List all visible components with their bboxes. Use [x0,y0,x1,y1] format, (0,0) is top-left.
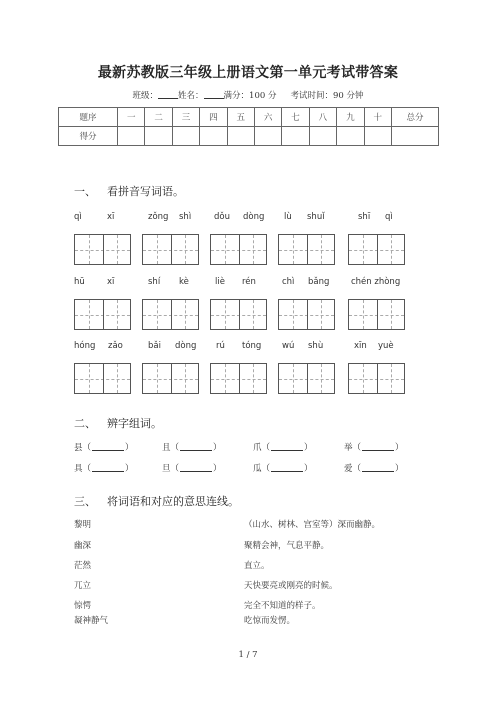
writing-box[interactable] [210,363,267,394]
score-cell[interactable] [227,127,254,146]
score-cell[interactable] [337,127,364,146]
char: 爱 [344,464,353,474]
full-score: 满分：100 分 [223,91,277,101]
match-right-meaning[interactable]: 聚精会神，气息平静。 [244,541,330,551]
char: 瓜 [253,464,262,474]
score-table-header-row [59,108,439,127]
page-title: 最新苏教版三年级上册语文第一单元考试带答案 [97,65,399,81]
pinyin: hū [74,277,85,287]
char: 旦 [162,464,171,474]
pinyin: shù [308,341,324,351]
char-group-item: 爱（ ） [344,464,404,474]
score-cell[interactable] [172,127,199,146]
score-cell[interactable] [254,127,281,146]
writing-box[interactable] [348,234,405,265]
writing-box[interactable] [74,234,131,265]
name-blank[interactable] [204,90,224,99]
score-table-score-row [59,127,439,146]
char: 且 [162,443,171,453]
char-group-item: 具（ ） [74,464,134,474]
name-label: 姓名： [178,91,204,101]
header-cell: 七 [282,108,309,127]
answer-blank[interactable] [180,463,212,472]
match-left-word[interactable]: 惊愕 [74,601,92,611]
header-cell: 六 [254,108,281,127]
pinyin: shuǐ [307,212,325,222]
pinyin: zǎo [108,341,123,351]
section1-number: 一、 [74,185,96,198]
score-cell[interactable] [200,127,227,146]
header-cell: 四 [200,108,227,127]
answer-blank[interactable] [92,442,124,451]
writing-box[interactable] [348,363,405,394]
answer-blank[interactable] [271,442,303,451]
pinyin: liè [215,277,225,287]
match-right-meaning[interactable]: 吃惊而发愣。 [244,616,296,626]
section1-heading [74,183,184,199]
score-cell[interactable] [392,127,439,146]
header-cell: 十 [364,108,391,127]
pinyin: dǒu [214,212,230,222]
pinyin: chì [282,277,295,287]
match-left-word[interactable]: 茫然 [74,561,92,571]
header-cell: 二 [145,108,172,127]
pinyin: shī [358,212,371,222]
char-group-item: 旦（ ） [162,464,222,474]
writing-box[interactable] [210,234,267,265]
section1-title: 看拼音写词语。 [107,185,184,198]
writing-box[interactable] [348,299,405,330]
match-right-meaning[interactable]: （山水、树林、宫室等）深而幽静。 [244,520,381,530]
score-cell[interactable] [282,127,309,146]
pinyin: xī [107,277,115,287]
pinyin: shì [179,212,192,222]
pinyin: yuè [378,341,394,351]
pinyin: kè [179,277,189,287]
writing-box[interactable] [142,363,199,394]
section2-title: 辨字组词。 [107,417,162,430]
pinyin: hóng [74,341,96,351]
writing-box[interactable] [278,234,335,265]
score-cell[interactable] [145,127,172,146]
pinyin: zǒng [148,212,169,222]
char: 县 [74,443,83,453]
score-cell[interactable] [309,127,336,146]
answer-blank[interactable] [271,463,303,472]
writing-box[interactable] [142,299,199,330]
char-group-item: 爪（ ） [253,443,313,453]
exam-time: 考试时间：90 分钟 [290,91,364,101]
writing-box[interactable] [74,299,131,330]
header-cell: 五 [227,108,254,127]
pinyin: qì [385,212,393,222]
char-group-item: 举（ ） [344,443,404,453]
answer-blank[interactable] [92,463,124,472]
match-right-meaning[interactable]: 天快要亮或刚亮的时候。 [244,581,338,591]
section2-number: 二、 [74,417,96,430]
pinyin-row [74,212,414,226]
info-line [0,89,496,101]
pinyin: rú [216,341,225,351]
pinyin: shí [148,277,161,287]
pinyin: bǎi [148,341,161,351]
char-group-item: 瓜（ ） [253,464,313,474]
pinyin: xīn [354,341,367,351]
pinyin: dòng [243,212,265,222]
answer-blank[interactable] [180,442,212,451]
writing-box[interactable] [210,299,267,330]
pinyin: qì [74,212,82,222]
section3-number: 三、 [74,495,96,508]
match-left-word[interactable]: 幽深 [74,541,92,551]
pinyin-row [74,341,414,355]
match-left-word[interactable]: 凝神静气 [74,616,109,626]
class-blank[interactable] [158,90,178,99]
match-right-meaning[interactable]: 完全不知道的样子。 [244,601,321,611]
class-label: 班级： [132,91,159,101]
writing-box[interactable] [278,363,335,394]
section3-heading [74,493,239,509]
char: 举 [344,443,353,453]
section3-title: 将词语和对应的意思连线。 [107,495,239,508]
char-group-item: 且（ ） [162,443,222,453]
answer-blank[interactable] [362,442,394,451]
header-cell: 一 [118,108,145,127]
score-cell[interactable] [118,127,145,146]
match-left-word[interactable]: 黎明 [74,520,92,530]
header-cell: 总分 [392,108,439,127]
page-number: 1 / 7 [238,650,258,660]
header-cell: 三 [172,108,199,127]
char: 具 [74,464,83,474]
match-right-meaning[interactable]: 直立。 [244,561,270,571]
header-cell: 九 [337,108,364,127]
score-row-label: 得分 [59,127,118,146]
section2-heading [74,415,162,431]
pinyin: dòng [175,341,197,351]
pinyin-row [74,277,414,291]
header-cell: 题序 [59,108,118,127]
pinyin: wú [282,341,295,351]
writing-box[interactable] [74,363,131,394]
header-cell: 八 [309,108,336,127]
char-group-item: 县（ ） [74,443,134,453]
char: 爪 [253,443,262,453]
pinyin: lù [284,212,292,222]
score-cell[interactable] [364,127,391,146]
pinyin: rén [242,277,256,287]
answer-blank[interactable] [362,463,394,472]
pinyin: xī [107,212,115,222]
writing-box[interactable] [142,234,199,265]
pinyin: chén zhòng [351,277,401,287]
score-table [58,107,439,146]
pinyin: tóng [242,341,262,351]
match-left-word[interactable]: 兀立 [74,581,92,591]
pinyin: bǎng [308,277,330,287]
writing-box[interactable] [278,299,335,330]
